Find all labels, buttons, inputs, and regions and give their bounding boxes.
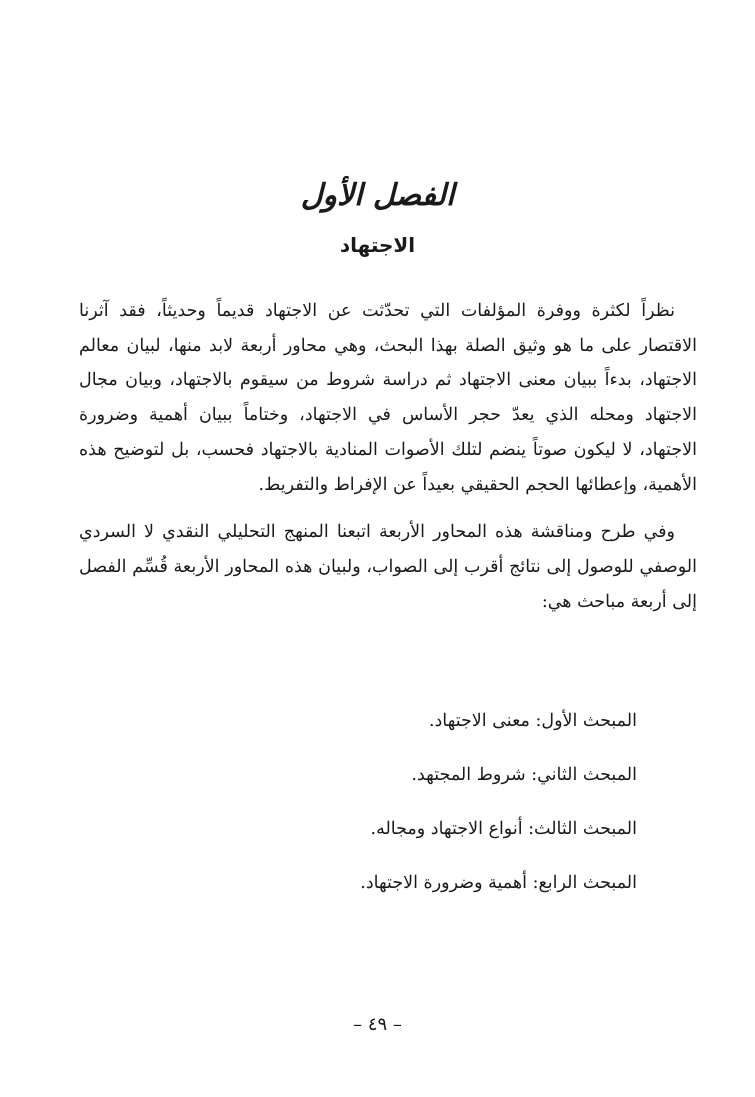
- section-item-4: المبحث الرابع: أهمية وضرورة الاجتهاد.: [360, 873, 637, 893]
- sections-list: [117, 707, 637, 923]
- chapter-title: الاجتهاد: [339, 233, 416, 257]
- body-text: [79, 294, 697, 619]
- page-number: – ٤٩ –: [353, 1014, 402, 1035]
- section-item-3: المبحث الثالث: أنواع الاجتهاد ومجاله.: [370, 819, 637, 839]
- chapter-heading: الفصل الأول: [300, 178, 455, 213]
- section-item-2: المبحث الثاني: شروط المجتهد.: [411, 765, 637, 785]
- section-item-1: المبحث الأول: معنى الاجتهاد.: [428, 711, 637, 731]
- paragraph-intro: نظراً لكثرة ووفرة المؤلفات التي تحدّثت عن الاجتهاد قديماً وحديثاً، فقد آثرنا الاقتصار على ما هو وثيق الصلة بهذا البحث، وهي محاور أربعة لابد منها، لبيان معالم الاجتهاد، بدءاً ببيان معنى الاجتهاد ثم دراسة شروط من سيقوم بالاجتهاد، وبيان مجال الاجتهاد ومحله الذي يعدّ حجر الأساس في الاجتهاد، وختاماً ببيان أهمية وضرورة الاجتهاد، لا ليكون صوتاً ينضم لتلك الأصوات المنادية بالاجتهاد فحسب، بل لتوضيح هذه الأهمية، وإعطائها الحجم الحقيقي بعيداً عن الإفراط والتفريط.: [79, 301, 697, 495]
- paragraph-method: وفي طرح ومناقشة هذه المحاور الأربعة اتبعنا المنهج التحليلي النقدي لا السردي الوصفي للوصول إلى نتائج أقرب إلى الصواب، ولبيان هذه المحاور الأربعة قُسِّم الفصل إلى أربعة مباحث هي:: [79, 522, 697, 612]
